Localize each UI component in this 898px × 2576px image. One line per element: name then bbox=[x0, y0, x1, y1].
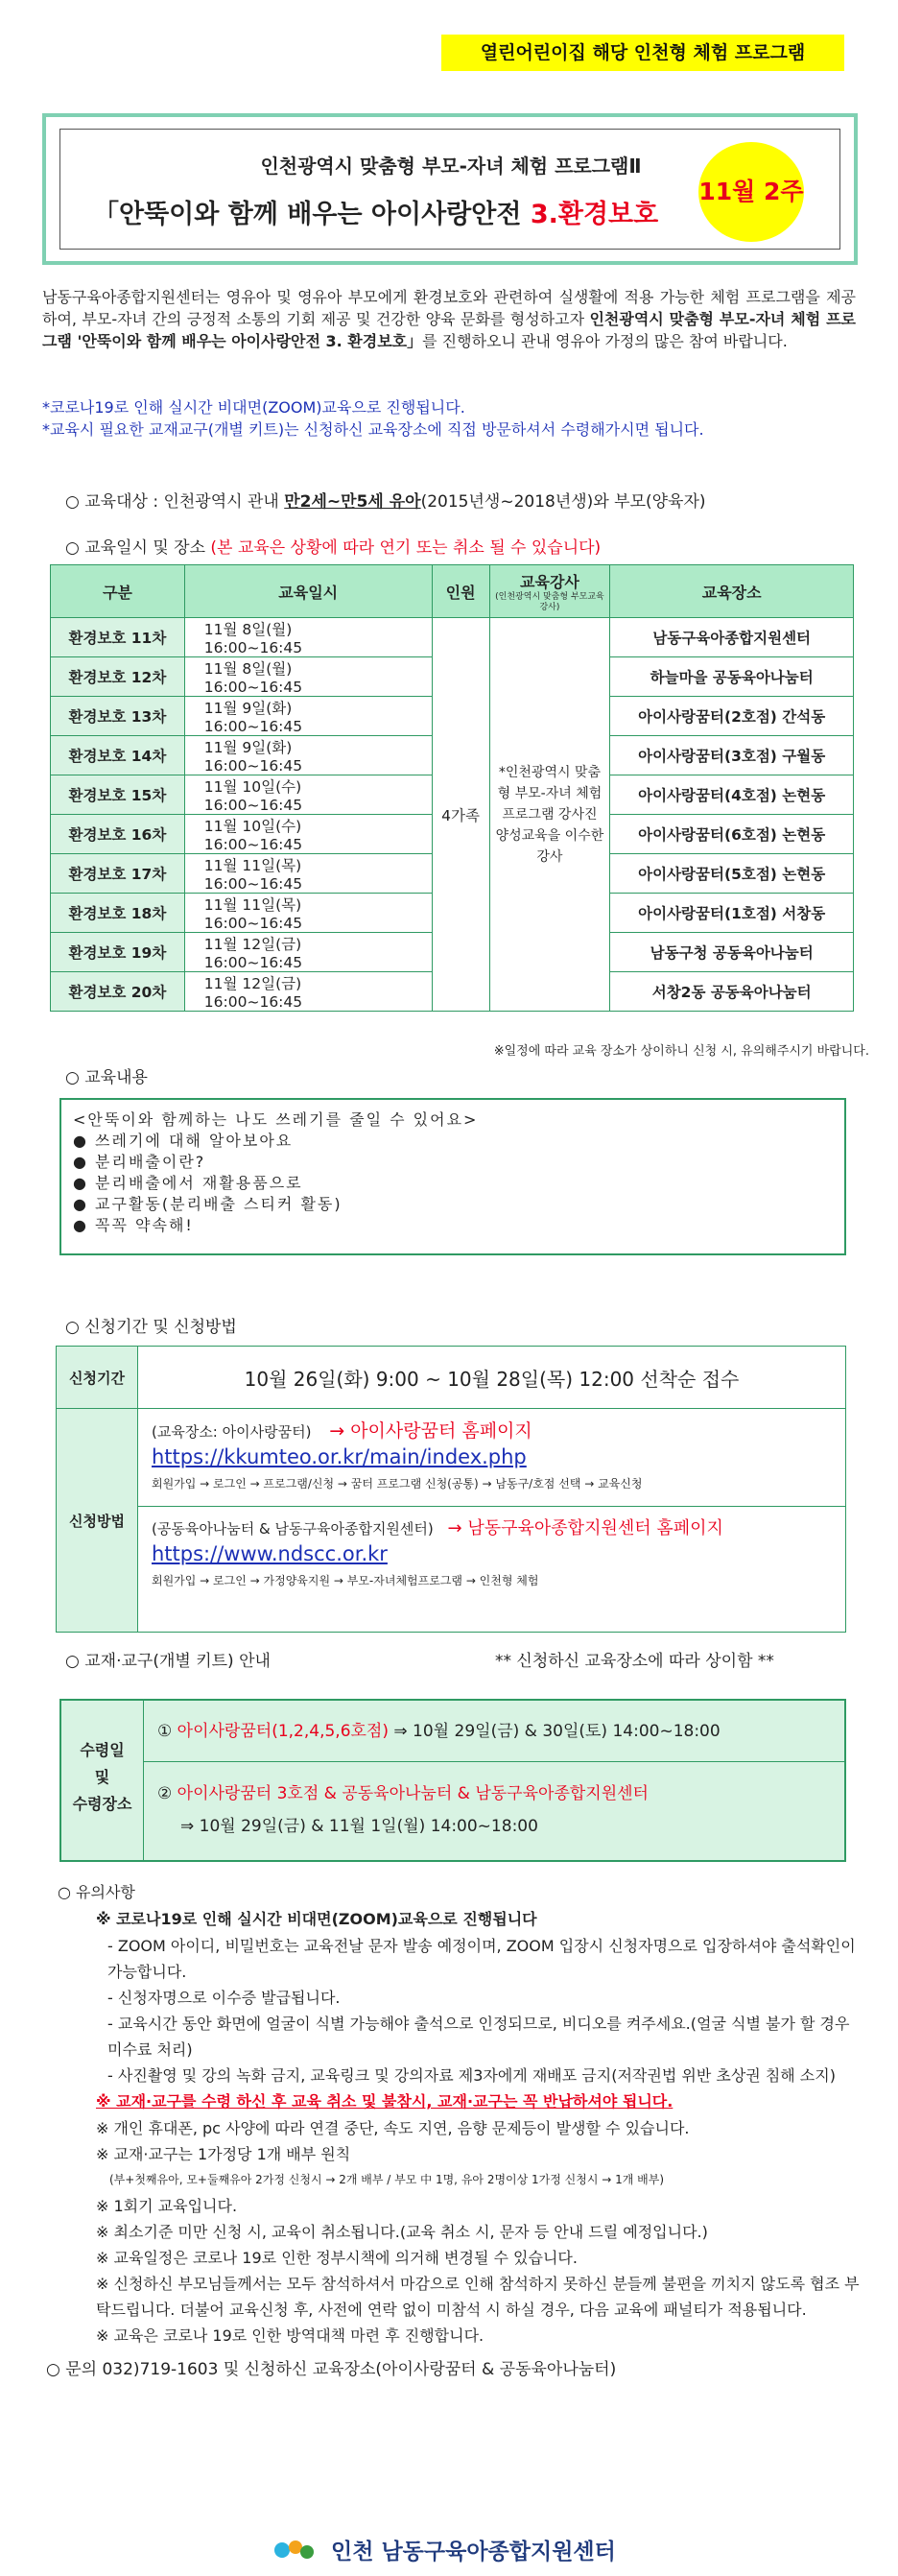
kit-notice: *교육시 필요한 교재교구(개별 키트)는 신청하신 교육장소에 직접 방문하셔서 수령해가시면 됩니다. bbox=[42, 420, 704, 439]
list-item: ● 쓰레기에 대해 알아보아요 bbox=[73, 1132, 294, 1150]
list-item: ※ 개인 휴대폰, pc 사양에 따라 연결 중단, 속도 지연, 음향 문제등이 발생할 수 있습니다. bbox=[96, 2119, 690, 2137]
list-item: ● 교구활동(분리배출 스티커 활동) bbox=[73, 1195, 343, 1213]
kkumteo-link[interactable]: https://kkumteo.or.kr/main/index.php bbox=[152, 1445, 527, 1468]
period-header: 신청기간 bbox=[57, 1347, 138, 1409]
target-rest: (2015년생~2018년생)와 부모(양육자) bbox=[420, 492, 706, 512]
list-item: - 교육시간 동안 화면에 얼굴이 식별 가능해야 출석으로 인정되므로, 비디오를 켜주세요.(얼굴 식별 불가 할 경우 미수료 처리) bbox=[107, 2015, 850, 2059]
kit-header: 수령일 및 수령장소 bbox=[61, 1701, 144, 1860]
table-row: 환경보호 15차 11월 10일(수)16:00~16:45 아이사랑꿈터(4호점) 논현동 bbox=[51, 775, 854, 815]
schedule-label: ○ 교육일시 및 장소 bbox=[65, 538, 205, 558]
zoom-notice: *코로나19로 인해 실시간 비대면(ZOOM)교육으로 진행됩니다. bbox=[42, 398, 465, 417]
instructor-info: *인천광역시 맞춤형 부모-자녀 체험 프로그램 강사진 양성교육을 이수한 강사 bbox=[489, 618, 610, 1012]
target-line bbox=[65, 488, 706, 512]
apply-table bbox=[56, 1346, 846, 1633]
program-badge: 열린어린이집 해당 인천형 체험 프로그램 bbox=[441, 35, 844, 71]
contact-info: ○ 문의 032)719-1603 및 신청하신 교육장소(아이사랑꿈터 & 공동육아나눔터) bbox=[46, 2360, 617, 2379]
notes-section bbox=[46, 1879, 873, 2383]
title-subtitle: 인천광역시 맞춤형 부모-자녀 체험 프로그램Ⅱ bbox=[260, 155, 642, 178]
schedule-heading bbox=[65, 534, 601, 558]
list-item: ※ 신청하신 부모님들께서는 모두 참석하셔서 마감으로 인해 참석하지 못하신 분들께 불편을 끼치지 않도록 협조 부탁드립니다. 더불어 교육신청 후, 사전에 연락 없이 미참석 시 하실 경우, 다음 교육에 패널티가 적용됩니다. bbox=[96, 2275, 860, 2319]
list-item: ※ 1회기 교육입니다. bbox=[96, 2197, 238, 2215]
table-row: 환경보호 16차 11월 10일(수)16:00~16:45 아이사랑꿈터(6호점) 논현동 bbox=[51, 815, 854, 854]
table-row: 환경보호 13차 11월 9일(화)16:00~16:45 아이사랑꿈터(2호점) 간석동 bbox=[51, 697, 854, 736]
list-item: ※ 교재·교구는 1가정당 1개 배부 원칙 bbox=[96, 2145, 351, 2163]
method2-steps: 회원가입 → 로그인 → 가정양육지원 → 부모-자녀체험프로그램 → 인천형 체험 bbox=[152, 1574, 539, 1587]
notes-zoom: ※ 코로나19로 인해 실시간 비대면(ZOOM)교육으로 진행됩니다 bbox=[96, 1910, 537, 1928]
table-row: 환경보호 18차 11월 11일(목)16:00~16:45 아이사랑꿈터(1호점) 서창동 bbox=[51, 894, 854, 933]
ndscc-link[interactable]: https://www.ndscc.or.kr bbox=[152, 1542, 388, 1565]
page-title bbox=[93, 193, 658, 230]
notes-label: ○ 유의사항 bbox=[58, 1883, 135, 1901]
intro-text-1: 남동구육아종합지원센터는 영유아 및 영유아 부모에게 환경보호와 관련하여 실생활에 적용 가능한 체험 프로그램을 제공하여, 부모-자녀 간의 긍정적 소통의 기회 제공 및 건강한 양육 문화를 형성하고자 bbox=[42, 288, 856, 328]
footer-logo bbox=[273, 2534, 616, 2570]
list-item: ※ 교육은 코로나 19로 인한 방역대책 마련 후 진행합니다. bbox=[96, 2326, 484, 2345]
list-item: ※ 교육일정은 코로나 19로 인한 정부시책에 의거해 변경될 수 있습니다. bbox=[96, 2249, 578, 2267]
intro-text-bold: 인천광역시 맞춤형 부모-자녀 체험 프로그램 '안뚝이와 함께 배우는 아이사랑안전 3. 환경보호」 bbox=[42, 310, 856, 350]
instructor-subheader: (인천광역시 맞춤형 부모교육 강사) bbox=[495, 591, 604, 612]
method-row bbox=[57, 1409, 846, 1633]
list-item: ● 꼭꼭 약속해! bbox=[73, 1216, 194, 1234]
list-item: ※ 최소기준 미만 신청 시, 교육이 취소됩니다.(교육 취소 시, 문자 등 안내 드릴 예정입니다.) bbox=[96, 2223, 708, 2241]
header-category: 구분 bbox=[51, 565, 185, 618]
table-row: 환경보호 19차 11월 12일(금)16:00~16:45 남동구청 공동육아나눔터 bbox=[51, 933, 854, 972]
target-label: ○ 교육대상 : 인천광역시 관내 bbox=[65, 492, 279, 512]
period-value: 10월 26일(화) 9:00 ~ 10월 28일(목) 12:00 선착순 접수 bbox=[138, 1347, 846, 1409]
list-item: ● 분리배출이란? bbox=[73, 1153, 206, 1171]
table-row: 환경보호 11차 11월 8일(월)16:00~16:45 4가족 *인천광역시 맞춤형 부모-자녀 체험 프로그램 강사진 양성교육을 이수한 강사 남동구육아종합지원센터 bbox=[51, 618, 854, 657]
table-row: 환경보호 20차 11월 12일(금)16:00~16:45 서창2동 공동육아나눔터 bbox=[51, 972, 854, 1012]
kit-label: ○ 교재·교구(개별 키트) 안내 bbox=[65, 1652, 271, 1671]
method2-place: (공동육아나눔터 & 남동구육아종합지원센터) bbox=[152, 1520, 434, 1538]
content-box bbox=[59, 1098, 846, 1255]
header-datetime: 교육일시 bbox=[184, 565, 432, 618]
intro-text-end: 를 진행하오니 관내 영유아 가정의 많은 참여 바랍니다. bbox=[422, 332, 788, 350]
list-item: - 사진촬영 및 강의 녹화 금지, 교육링크 및 강의자료 제3자에게 재배포 금지(저작권법 위반 초상권 침해 소지) bbox=[107, 2066, 836, 2085]
title-main-prefix: 「안뚝이와 함께 배우는 아이사랑안전 bbox=[93, 200, 522, 229]
method1-place: (교육장소: 아이사랑꿈터) bbox=[152, 1423, 312, 1441]
list-item: - 신청자명으로 이수증 발급됩니다. bbox=[107, 1989, 341, 2007]
target-age: 만2세~만5세 유아 bbox=[284, 492, 421, 512]
intro-paragraph bbox=[42, 286, 856, 352]
table-row: 환경보호 14차 11월 9일(화)16:00~16:45 아이사랑꿈터(3호점) 구월동 bbox=[51, 736, 854, 775]
header-place: 교육장소 bbox=[610, 565, 854, 618]
method2-site: → 남동구육아종합지원센터 홈페이지 bbox=[447, 1518, 723, 1538]
table-row: 환경보호 12차 11월 8일(월)16:00~16:45 하늘마을 공동육아나눔터 bbox=[51, 657, 854, 697]
list-item: - ZOOM 아이디, 비밀번호는 교육전날 문자 발송 예정이며, ZOOM 입장시 신청자명으로 입장하셔야 출석확인이 가능합니다. bbox=[107, 1937, 856, 1981]
kit-row-1: ① 아이사랑꿈터(1,2,4,5,6호점) ⇒ 10월 29일(금) & 30일(토) 14:00~18:00 bbox=[144, 1701, 844, 1762]
logo-icon bbox=[273, 2536, 316, 2570]
table-footnote: ※일정에 따라 교육 장소가 상이하니 신청 시, 유의해주시기 바랍니다. bbox=[493, 1044, 869, 1059]
table-header-row bbox=[51, 565, 854, 618]
people-count: 4가족 bbox=[432, 618, 489, 1012]
schedule-table bbox=[50, 564, 854, 1012]
table-row: 환경보호 17차 11월 11일(목)16:00~16:45 아이사랑꿈터(5호점) 논현동 bbox=[51, 854, 854, 894]
week-badge: 11월 2주 bbox=[698, 142, 804, 242]
schedule-note: (본 교육은 상황에 따라 연기 또는 취소 될 수 있습니다) bbox=[210, 538, 602, 558]
header-instructor: 교육강사 (인천광역시 맞춤형 부모교육 강사) bbox=[489, 565, 610, 618]
kit-box bbox=[59, 1699, 846, 1862]
notes-return-warning: ※ 교재·교구를 수령 하신 후 교육 취소 및 불참시, 교재·교구는 꼭 반납하셔야 됩니다. bbox=[96, 2092, 674, 2111]
title-main-topic: 3.환경보호 bbox=[530, 200, 659, 229]
method1-steps: 회원가입 → 로그인 → 프로그램/신청 → 꿈터 프로그램 신청(공통) → 남동구/호점 선택 → 교육신청 bbox=[152, 1477, 643, 1491]
period-row bbox=[57, 1347, 846, 1409]
footer-org: 인천 남동구육아종합지원센터 bbox=[331, 2540, 616, 2564]
content-heading: <안뚝이와 함께하는 나도 쓰레기를 줄일 수 있어요> bbox=[73, 1110, 479, 1129]
list-item: ● 분리배출에서 재활용품으로 bbox=[73, 1174, 303, 1192]
kit-note: ** 신청하신 교육장소에 따라 상이함 ** bbox=[495, 1652, 774, 1671]
content-label: ○ 교육내용 bbox=[65, 1068, 148, 1087]
apply-label: ○ 신청기간 및 신청방법 bbox=[65, 1318, 237, 1337]
kit-row-2: ② 아이사랑꿈터 3호점 & 공동육아나눔터 & 남동구육아종합지원센터 ⇒ 10월 29일(금) & 11월 1일(월) 14:00~18:00 bbox=[157, 1784, 649, 1836]
list-item: (부+첫째유아, 모+둘째유아 2가정 신청시 → 2개 배부 / 부모 中 1명, 유아 2명이상 1가정 신청시 → 1개 배부) bbox=[109, 2173, 665, 2186]
method1-site: → 아이사랑꿈터 홈페이지 bbox=[329, 1420, 532, 1442]
method-header: 신청방법 bbox=[57, 1409, 138, 1633]
header-people: 인원 bbox=[432, 565, 489, 618]
